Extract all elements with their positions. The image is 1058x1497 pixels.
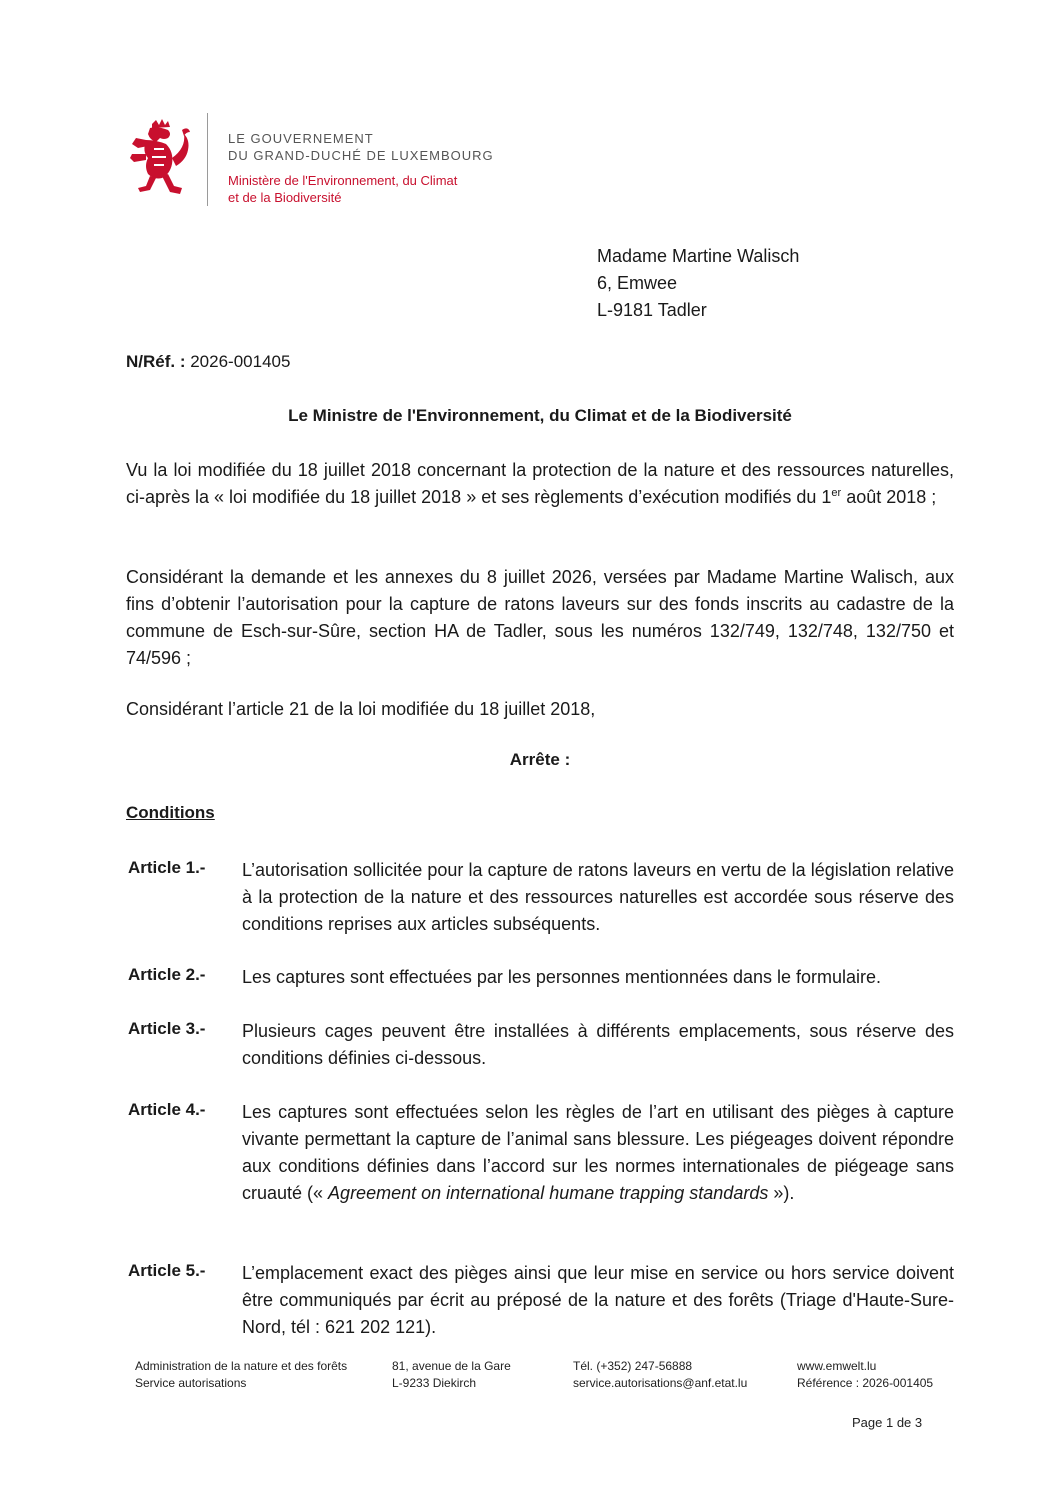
ministry-name bbox=[228, 172, 457, 206]
paragraph-legal-basis bbox=[126, 457, 954, 511]
article-label: Article 4.- bbox=[128, 1100, 206, 1119]
article-text: L’autorisation sollicitée pour la capture de ratons laveurs en vertu de la législation relative à la protection de la nature et des ressources naturelles est accordée sous réserve des conditions reprises aux articles subséquents. bbox=[242, 860, 954, 934]
footer-line: Service autorisations bbox=[135, 1376, 247, 1390]
gov-line-2: DU GRAND-DUCHÉ DE LUXEMBOURG bbox=[228, 148, 494, 163]
ministry-line-2: et de la Biodiversité bbox=[228, 190, 342, 205]
article-label: Article 5.- bbox=[128, 1261, 206, 1280]
footer-website bbox=[797, 1358, 933, 1392]
header-divider bbox=[207, 113, 208, 206]
red-lion-icon bbox=[128, 118, 194, 198]
recipient-city: L-9181 Tadler bbox=[597, 300, 707, 320]
gov-line-1: LE GOUVERNEMENT bbox=[228, 131, 374, 146]
article-text bbox=[242, 1099, 954, 1207]
footer-line: Tél. (+352) 247-56888 bbox=[573, 1359, 693, 1373]
footer-line: 81, avenue de la Gare bbox=[392, 1359, 511, 1373]
article-text: L’emplacement exact des pièges ainsi que leur mise en service ou hors service doivent être communiqués par écrit au préposé de la nature et des forêts (Triage d'Haute-Sure-Nord, tél : 621 202 121). bbox=[242, 1263, 954, 1337]
reference-value: 2026-001405 bbox=[185, 352, 291, 371]
footer-address bbox=[392, 1358, 511, 1392]
article-label: Article 2.- bbox=[128, 965, 206, 984]
paragraph-1-text: Vu la loi modifiée du 18 juillet 2018 concernant la protection de la nature et des ressources naturelles, ci-après la « loi modifiée du 18 juillet 2018 » et ses règlements d’exécution modifiés du 1 bbox=[126, 460, 954, 507]
article-text: Plusieurs cages peuvent être installées à différents emplacements, sous réserve des conditions définies ci-dessous. bbox=[242, 1021, 954, 1068]
conditions-heading: Conditions bbox=[126, 803, 215, 822]
paragraph-1-end: août 2018 ; bbox=[841, 487, 937, 507]
article-4-text-italic: Agreement on international humane trapping standards bbox=[328, 1183, 769, 1203]
ministry-line-1: Ministère de l'Environnement, du Climat bbox=[228, 173, 458, 188]
article-label: Article 1.- bbox=[128, 858, 206, 877]
reference-label: N/Réf. : bbox=[126, 352, 186, 371]
footer-line: L-9233 Diekirch bbox=[392, 1376, 477, 1390]
recipient-street: 6, Emwee bbox=[597, 273, 678, 293]
footer-contact bbox=[573, 1358, 747, 1392]
arrete-heading: Arrête : bbox=[509, 750, 571, 769]
document-title: Le Ministre de l'Environnement, du Climat et de la Biodiversité bbox=[288, 406, 792, 425]
article-4-text-b: »). bbox=[768, 1183, 795, 1203]
recipient-address bbox=[597, 243, 799, 324]
paragraph-request: Considérant la demande et les annexes du 8 juillet 2026, versées par Madame Martine Walisch, aux fins d’obtenir l’autorisation pour la capture de ratons laveurs sur des fonds inscrits au cadastre de la commune de Esch-sur-Sûre, section HA de Tadler, sous les numéros 132/749, 132/748, 132/750 et 74/596 ; bbox=[126, 567, 954, 668]
recipient-name: Madame Martine Walisch bbox=[597, 246, 800, 266]
paragraph-1-superscript: er bbox=[831, 487, 842, 499]
paragraph-article-21: Considérant l’article 21 de la loi modifiée du 18 juillet 2018, bbox=[126, 699, 596, 719]
article-text: Les captures sont effectuées par les personnes mentionnées dans le formulaire. bbox=[242, 967, 882, 987]
page-number: Page 1 de 3 bbox=[852, 1415, 923, 1430]
footer-line: Référence : 2026-001405 bbox=[797, 1376, 934, 1390]
article-4-text-a: Les captures sont effectuées selon les règles de l’art en utilisant des pièges à capture vivante permettant la capture de l’animal sans blessure. Les piégeages doivent répondre aux conditions définies dans l’accord sur les normes internationales de piégeage sans cruauté (« bbox=[242, 1102, 954, 1203]
footer-line: service.autorisations@anf.etat.lu bbox=[573, 1376, 748, 1390]
footer-administration bbox=[135, 1358, 347, 1392]
article-label: Article 3.- bbox=[128, 1019, 206, 1038]
reference-line bbox=[126, 352, 290, 372]
footer-line: www.emwelt.lu bbox=[797, 1359, 877, 1373]
government-name bbox=[228, 130, 494, 164]
footer-line: Administration de la nature et des forêts bbox=[135, 1359, 348, 1373]
